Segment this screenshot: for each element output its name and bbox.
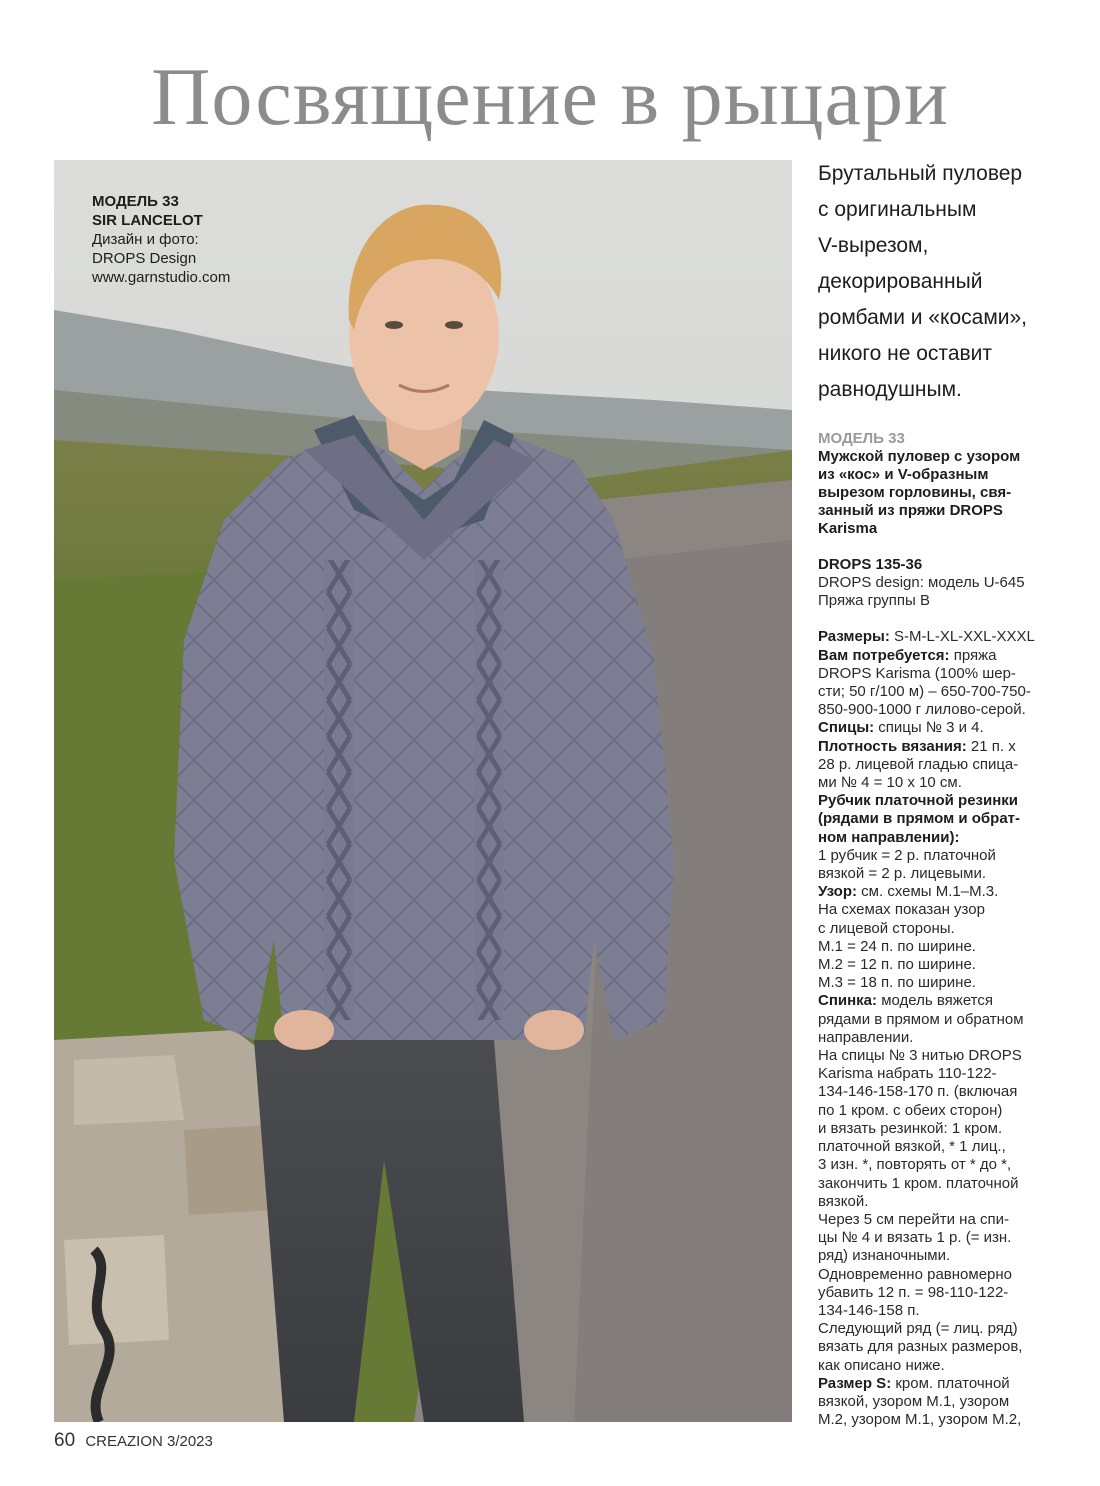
instruction-text: спицы № 3 и 4. <box>874 719 984 737</box>
instruction-line <box>818 1393 1068 1411</box>
instruction-line <box>818 847 1068 865</box>
instructions <box>818 628 1068 1429</box>
instruction-text: пряжа <box>949 646 997 664</box>
lead-paragraph <box>818 156 1068 408</box>
model-code: DROPS 135-36 <box>818 556 923 573</box>
instruction-line <box>818 647 1068 665</box>
instruction-line <box>818 1266 1068 1284</box>
credit-design-label: Дизайн и фото: <box>92 231 199 248</box>
instruction-text: Одновременно равномерно <box>818 1265 1013 1283</box>
instruction-text: На схемах показан узор <box>818 901 985 919</box>
instruction-term: Плотность вязания: <box>818 737 967 755</box>
instruction-text: М.1 = 24 п. по ширине. <box>818 937 976 955</box>
instruction-line <box>818 992 1068 1010</box>
instruction-line <box>818 829 1068 847</box>
instruction-text: 1 рубчик = 2 р. платочной <box>818 846 996 864</box>
photo-credit <box>92 192 230 287</box>
page-title: Посвящение в рыцари <box>151 51 949 142</box>
credit-model: МОДЕЛЬ 33 <box>92 193 179 210</box>
page-number: 60 <box>54 1430 76 1451</box>
subtitle-line: Мужской пуловер с узором <box>818 448 1021 465</box>
instruction-line <box>818 1284 1068 1302</box>
instruction-text: кром. платочной <box>891 1374 1010 1392</box>
instruction-line <box>818 1302 1068 1320</box>
credit-designer: DROPS Design <box>92 250 197 267</box>
model-photo <box>54 160 792 1422</box>
instruction-text: S-M-L-XL-XXL-XXXL <box>889 628 1035 646</box>
instruction-text: вязкой, узором М.1, узором <box>818 1392 1010 1410</box>
instruction-text: На спицы № 3 нитью DROPS <box>818 1047 1022 1065</box>
instruction-text: вязкой = 2 р. лицевыми. <box>818 865 987 883</box>
instruction-term: Вам потребуется: <box>818 646 950 664</box>
instruction-line <box>818 1120 1068 1138</box>
instruction-line <box>818 1193 1068 1211</box>
instruction-line <box>818 701 1068 719</box>
instruction-text: 134-146-158-170 п. (включая <box>818 1083 1018 1101</box>
subtitle-line: из «кос» и V-образным <box>818 466 989 483</box>
instruction-line <box>818 1011 1068 1029</box>
instruction-line <box>818 1338 1068 1356</box>
instruction-line <box>818 1156 1068 1174</box>
instruction-line <box>818 628 1068 646</box>
instruction-term: Размер S: <box>818 1374 892 1392</box>
instruction-text: направлении. <box>818 1028 914 1046</box>
instruction-text: рядами в прямом и обратном <box>818 1010 1024 1028</box>
instruction-line <box>818 1102 1068 1120</box>
magazine-name: CREAZION 3/2023 <box>85 1433 213 1450</box>
instruction-text: сти; 50 г/100 м) – 650-700-750- <box>818 683 1031 701</box>
lead-line: никого не оставит <box>818 342 992 365</box>
lead-line: с оригинальным <box>818 198 977 221</box>
instruction-line <box>818 756 1068 774</box>
instruction-line <box>818 1065 1068 1083</box>
instruction-text: 3 изн. *, повторять от * до *, <box>818 1156 1012 1174</box>
credit-name: SIR LANCELOT <box>92 212 203 229</box>
credit-url: www.garnstudio.com <box>92 269 231 286</box>
design-line: DROPS design: модель U-645 <box>818 574 1025 591</box>
instruction-line <box>818 865 1068 883</box>
instruction-line <box>818 956 1068 974</box>
instruction-term: (рядами в прямом и обрат- <box>818 810 1021 828</box>
instruction-text: М.2 = 12 п. по ширине. <box>818 956 976 974</box>
lead-line: декорированный <box>818 270 983 293</box>
instruction-line <box>818 1175 1068 1193</box>
model-subtitle <box>818 448 1068 538</box>
instruction-text: платочной вязкой, * 1 лиц., <box>818 1138 1006 1156</box>
instruction-line <box>818 1357 1068 1375</box>
instruction-text: Через 5 см перейти на спи- <box>818 1210 1009 1228</box>
instruction-text: М.2, узором М.1, узором М.2, <box>818 1411 1022 1429</box>
instruction-text: М.3 = 18 п. по ширине. <box>818 974 976 992</box>
instruction-line <box>818 1411 1068 1429</box>
instruction-text: ми № 4 = 10 х 10 см. <box>818 774 962 792</box>
instruction-text: как описано ниже. <box>818 1356 945 1374</box>
instruction-line <box>818 683 1068 701</box>
instruction-text: вязать для разных размеров, <box>818 1338 1023 1356</box>
instruction-line <box>818 1047 1068 1065</box>
model-heading: МОДЕЛЬ 33 <box>818 430 905 447</box>
instruction-text: модель вяжется <box>877 992 993 1010</box>
instruction-line <box>818 1211 1068 1229</box>
subtitle-line: Karisma <box>818 520 878 537</box>
instruction-term: Узор: <box>818 883 857 901</box>
instruction-line <box>818 1029 1068 1047</box>
instruction-line <box>818 792 1068 810</box>
instruction-text: цы № 4 и вязать 1 р. (= изн. <box>818 1229 1012 1247</box>
instruction-line <box>818 665 1068 683</box>
instruction-line <box>818 920 1068 938</box>
instruction-text: см. схемы М.1–М.3. <box>857 883 999 901</box>
instruction-text: 850-900-1000 г лилово-серой. <box>818 701 1026 719</box>
instruction-text: Следующий ряд (= лиц. ряд) <box>818 1320 1018 1338</box>
instruction-text: с лицевой стороны. <box>818 919 955 937</box>
instruction-term: ном направлении): <box>818 828 960 846</box>
instruction-text: Karisma набрать 110-122- <box>818 1065 997 1083</box>
page-footer <box>54 1430 213 1452</box>
instruction-text: убавить 12 п. = 98-110-122- <box>818 1283 1009 1301</box>
instruction-line <box>818 1320 1068 1338</box>
instruction-line <box>818 719 1068 737</box>
instruction-text: DROPS Karisma (100% шер- <box>818 664 1016 682</box>
lead-line: Брутальный пуловер <box>818 162 1023 185</box>
yarn-group: Пряжа группы B <box>818 592 930 610</box>
subtitle-line: занный из пряжи DROPS <box>818 502 1003 519</box>
instruction-line <box>818 1138 1068 1156</box>
instruction-text: 28 р. лицевой гладью спица- <box>818 755 1019 773</box>
instruction-line <box>818 774 1068 792</box>
lead-line: ромбами и «косами», <box>818 306 1027 329</box>
instruction-line <box>818 901 1068 919</box>
instruction-text: закончить 1 кром. платочной <box>818 1174 1019 1192</box>
instruction-line <box>818 738 1068 756</box>
article-column <box>818 156 1068 1429</box>
instruction-line <box>818 974 1068 992</box>
instruction-term: Спицы: <box>818 719 875 737</box>
instruction-term: Спинка: <box>818 992 878 1010</box>
instruction-line <box>818 938 1068 956</box>
instruction-text: по 1 кром. с обеих сторон) <box>818 1101 1003 1119</box>
lead-line: равнодушным. <box>818 378 962 401</box>
instruction-text: 134-146-158 п. <box>818 1301 920 1319</box>
instruction-line <box>818 883 1068 901</box>
instruction-line <box>818 1229 1068 1247</box>
instruction-text: вязкой. <box>818 1192 869 1210</box>
instruction-text: ряд) изнаночными. <box>818 1247 951 1265</box>
lead-line: V-вырезом, <box>818 234 929 257</box>
instruction-text: 21 п. х <box>966 737 1016 755</box>
instruction-term: Рубчик платочной резинки <box>818 792 1019 810</box>
instruction-line <box>818 1083 1068 1101</box>
instruction-line <box>818 810 1068 828</box>
subtitle-line: вырезом горловины, свя- <box>818 484 1012 501</box>
instruction-text: и вязать резинкой: 1 кром. <box>818 1119 1003 1137</box>
instruction-line <box>818 1247 1068 1265</box>
instruction-term: Размеры: <box>818 628 890 646</box>
instruction-line <box>818 1375 1068 1393</box>
